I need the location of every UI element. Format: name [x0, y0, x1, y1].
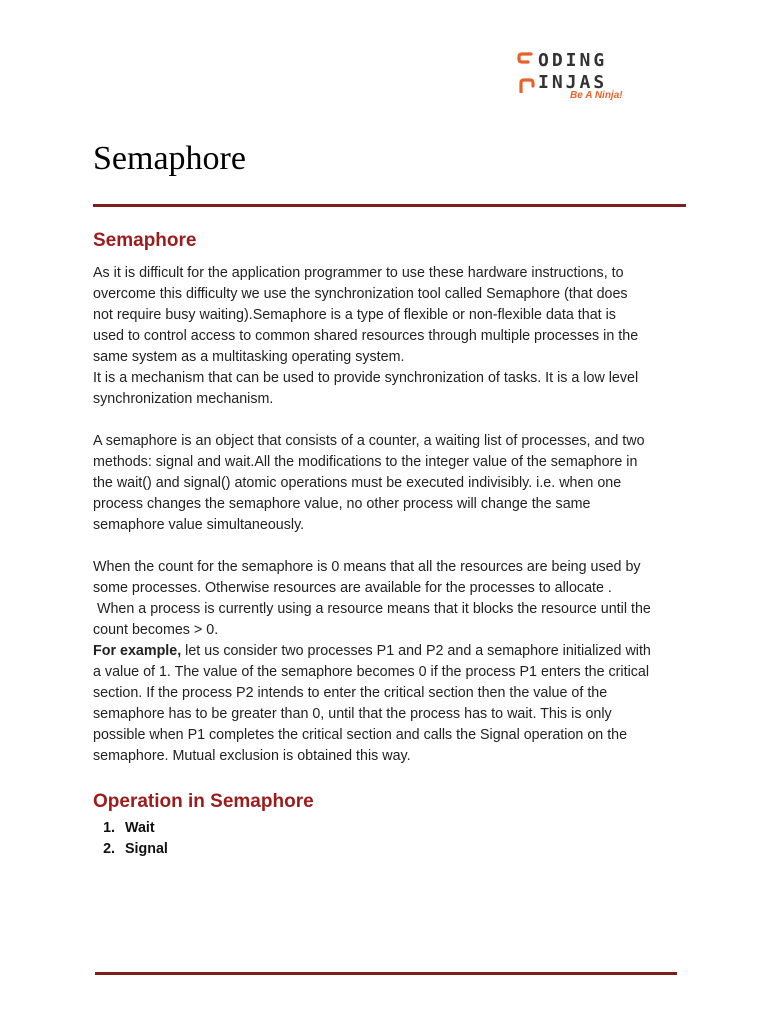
- example-line: [93, 641, 683, 662]
- logo-wordmark-bottom: INJAS: [538, 72, 608, 93]
- logo-row-top: [516, 50, 636, 72]
- text-line: When the count for the semaphore is 0 means that all the resources are being used by: [93, 559, 641, 575]
- text-line: section. If the process P2 intends to enter the critical section then the value of the: [93, 685, 608, 701]
- list-item-label: Signal: [125, 841, 168, 857]
- logo-hook-icon: [516, 73, 536, 93]
- text-line: some processes. Otherwise resources are available for the processes to allocate .: [93, 580, 612, 596]
- text-line: synchronization mechanism.: [93, 391, 274, 407]
- coding-ninjas-logo: [516, 50, 636, 106]
- example-label: For example,: [93, 643, 182, 659]
- text-line: semaphore. Mutual exclusion is obtained this way.: [93, 748, 411, 764]
- list-item: [93, 839, 168, 860]
- paragraph-intro: [93, 263, 683, 410]
- text-line: possible when P1 completes the critical section and calls the Signal operation on the: [93, 727, 628, 743]
- paragraph-definition: [93, 431, 683, 536]
- text-line: As it is difficult for the application programmer to use these hardware instructions, to: [93, 265, 624, 281]
- text-line: process changes the semaphore value, no other process will change the same: [93, 496, 591, 512]
- text-line: not require busy waiting).Semaphore is a type of flexible or non-flexible data that is: [93, 307, 616, 323]
- list-item-number: 1.: [103, 820, 115, 836]
- text-line: It is a mechanism that can be used to provide synchronization of tasks. It is a low level: [93, 370, 639, 386]
- page-title: Semaphore: [93, 140, 246, 177]
- text-line: count becomes > 0.: [93, 622, 219, 638]
- bottom-divider: [95, 972, 677, 975]
- text-line: same system as a multitasking operating system.: [93, 349, 405, 365]
- section-heading-operations: Operation in Semaphore: [93, 791, 314, 812]
- logo-wordmark-top: ODING: [538, 50, 608, 71]
- text-line: When a process is currently using a resource means that it blocks the resource until the: [93, 601, 651, 617]
- text-line: a value of 1. The value of the semaphore becomes 0 if the process P1 enters the critical: [93, 664, 650, 680]
- text-line: the wait() and signal() atomic operations must be executed indivisibly. i.e. when one: [93, 475, 622, 491]
- text-line: overcome this difficulty we use the synchronization tool called Semaphore (that does: [93, 286, 628, 302]
- paragraph-count-example: [93, 557, 683, 767]
- list-item: [93, 818, 168, 839]
- text-line: semaphore has to be greater than 0, until that the process has to wait. This is only: [93, 706, 612, 722]
- text-line: A semaphore is an object that consists of a counter, a waiting list of processes, and two: [93, 433, 645, 449]
- list-item-number: 2.: [103, 841, 115, 857]
- text-line: used to control access to common shared resources through multiple processes in the: [93, 328, 639, 344]
- top-divider: [93, 204, 686, 207]
- example-first-text: let us consider two processes P1 and P2 and a semaphore initialized with: [181, 643, 651, 659]
- section-heading-semaphore: Semaphore: [93, 230, 197, 251]
- coding-ninjas-logo-icon: [516, 51, 536, 71]
- logo-tagline: Be A Ninja!: [570, 90, 623, 101]
- operations-list: [93, 818, 168, 860]
- list-item-label: Wait: [125, 820, 155, 836]
- text-line: semaphore value simultaneously.: [93, 517, 305, 533]
- text-line: methods: signal and wait.All the modifications to the integer value of the semaphore in: [93, 454, 638, 470]
